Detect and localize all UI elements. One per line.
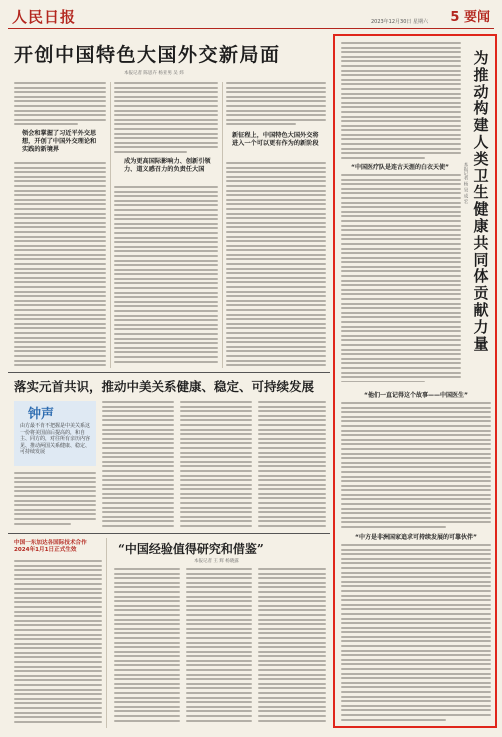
column-summary: 由方最不肯不把握是中美关系这一份将美国前后提高的，和自主、同方的，对往所有亲历内容见、推动两国关系健康、稳定、可持续发展 bbox=[20, 423, 91, 455]
feature-section-1: “中国医疗队是连古天涯的白衣天使” bbox=[351, 164, 449, 171]
lead-text-col3a bbox=[226, 82, 326, 128]
third-headline: “中国经验值得研究和借鉴” bbox=[118, 542, 264, 556]
feature-byline: 本报记者 杨 昊 成 宏 bbox=[463, 162, 468, 204]
second-text-col3 bbox=[180, 401, 252, 529]
commentary-box bbox=[14, 401, 96, 466]
third-text-col1 bbox=[114, 568, 180, 728]
third-text-col3 bbox=[258, 568, 326, 728]
feature-text-2 bbox=[341, 174, 461, 382]
feature-section-2: “他们一直记得这个故事——中国医生” bbox=[364, 392, 468, 399]
lead-text-col1b bbox=[14, 162, 106, 368]
third-byline: 本报记者 王 辉 杨晓露 bbox=[194, 559, 239, 564]
second-text-col2 bbox=[102, 401, 174, 529]
feature-headline: 为推动构建人类卫生健康共同体贡献力量 bbox=[473, 49, 489, 353]
section-rule bbox=[8, 533, 330, 534]
lead-subhead-2: 成为更高国际影响力、创新引领力、道义感召力的负责任大国 bbox=[124, 158, 211, 173]
section-rule bbox=[8, 372, 330, 373]
issue-date: 2023年12月30日 星期六 bbox=[370, 19, 428, 25]
page-label: 5 要闻 bbox=[450, 10, 490, 25]
column-divider bbox=[222, 82, 223, 368]
lead-text-col3b bbox=[226, 162, 326, 368]
column-divider bbox=[106, 538, 107, 728]
lead-text-col1a bbox=[14, 82, 106, 128]
notice-title: 中国一东加达各国际技术合作2024年1月1日正式生效 bbox=[14, 540, 87, 553]
lead-subhead-1: 领会和掌握了习近平外交思想，开创了中国外交理论和实践的新境界 bbox=[22, 130, 97, 153]
notice-text bbox=[14, 560, 102, 728]
column-divider bbox=[110, 82, 111, 368]
feature-section-3: “中方是非洲国家追求可持续发展的可靠伙伴” bbox=[355, 534, 477, 541]
lead-text-col2b bbox=[114, 186, 218, 368]
lead-headline: 开创中国特色大国外交新局面 bbox=[14, 44, 281, 66]
third-text-col2 bbox=[186, 568, 252, 728]
second-text-col1 bbox=[14, 472, 96, 528]
masthead-rule bbox=[8, 28, 494, 29]
feature-text-3 bbox=[341, 402, 491, 528]
lead-byline: 本报记者 陈思卉 杨亚男 吴 炜 bbox=[124, 71, 184, 76]
column-logo: 钟声 bbox=[28, 407, 55, 422]
feature-text-1 bbox=[341, 42, 461, 160]
second-headline: 落实元首共识，推动中美关系健康、稳定、可持续发展 bbox=[14, 379, 315, 394]
lead-subhead-3: 新征程上，中国特色大国外交将进入一个可以更有作为的新阶段 bbox=[232, 132, 319, 147]
masthead bbox=[8, 6, 494, 26]
lead-text-col2a bbox=[114, 82, 218, 156]
second-text-col4 bbox=[258, 401, 326, 529]
feature-text-4 bbox=[341, 544, 491, 722]
newspaper-logo: 人民日报 bbox=[12, 8, 77, 26]
